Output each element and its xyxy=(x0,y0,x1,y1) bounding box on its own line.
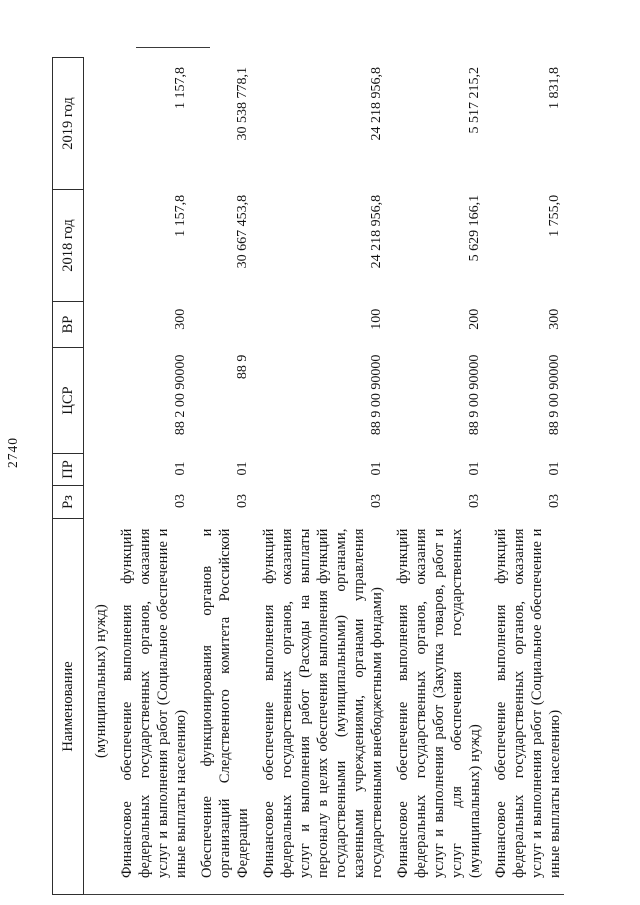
column-header-y2019: 2019 год xyxy=(53,57,83,189)
cell-vr: 200 xyxy=(467,308,482,330)
column-header-csr: ЦСР xyxy=(53,347,83,453)
cell-rz: 03 xyxy=(235,493,250,508)
cell-name: (муниципальных) нужд) xyxy=(93,604,109,758)
cell-name: Финансовое обеспечение выполнения функций федеральных государственных органов, оказания услуг и выполнения работ (Расходы на выплаты персоналу в целях обеспечения выполнения функций государственными (муниципальными) органами, казенными учреждениями, органами управления государственными внебюджетными фондами) xyxy=(261,528,385,878)
cell-name: Финансовое обеспечение выполнения функций федеральных государственных органов, оказания услуг и выполнения работ (Социальное обеспечение и иные выплаты населению) xyxy=(119,528,189,878)
table-body xyxy=(84,57,564,895)
cell-pr: 01 xyxy=(369,461,384,476)
page-number: 2740 xyxy=(5,437,20,468)
cell-y2019: 5 517 215,2 xyxy=(467,67,482,134)
cell-csr: 88 9 00 90000 xyxy=(547,354,562,436)
cell-y2019: 30 538 778,1 xyxy=(235,67,250,141)
column-header-rz: Рз xyxy=(53,485,83,518)
cell-pr: 01 xyxy=(547,461,562,476)
cell-name: Финансовое обеспечение выполнения функций федеральных государственных органов, оказания услуг и выполнения работ (Социальное обеспечение и иные выплаты населению) xyxy=(493,528,563,878)
cell-csr: 88 9 00 90000 xyxy=(467,354,482,436)
cell-y2018: 30 667 453,8 xyxy=(235,194,250,269)
table-header-row xyxy=(52,57,84,895)
cell-name: Обеспечение функционирования органов и организаций Следственного комитета Российской Федерации xyxy=(199,528,251,878)
table-row xyxy=(92,57,110,894)
cell-rz: 03 xyxy=(369,493,384,508)
table-row xyxy=(118,57,190,894)
table-right-border xyxy=(136,47,210,48)
cell-csr: 88 2 00 90000 xyxy=(173,354,188,436)
table-row xyxy=(492,57,564,894)
cell-y2019: 1 831,8 xyxy=(547,67,562,110)
cell-vr: 300 xyxy=(547,308,562,330)
cell-name: Финансовое обеспечение выполнения функций федеральных государственных органов, оказания услуг и выполнения работ (Закупка товаров, работ и услуг для обеспечения государственных (муниципальных) нужд) xyxy=(395,528,483,878)
table-row xyxy=(394,57,484,894)
cell-pr: 01 xyxy=(173,461,188,476)
cell-csr: 88 9 xyxy=(235,354,250,380)
cell-y2018: 1 157,8 xyxy=(173,194,188,237)
cell-y2019: 24 218 956,8 xyxy=(369,67,384,141)
table-row xyxy=(260,57,386,894)
cell-csr: 88 9 00 90000 xyxy=(369,354,384,436)
column-header-y2018: 2018 год xyxy=(53,189,83,301)
cell-vr: 300 xyxy=(173,308,188,330)
cell-rz: 03 xyxy=(173,493,188,508)
cell-y2019: 1 157,8 xyxy=(173,67,188,110)
cell-y2018: 1 755,0 xyxy=(547,194,562,237)
cell-rz: 03 xyxy=(467,493,482,508)
column-header-vr: ВР xyxy=(53,301,83,347)
budget-table xyxy=(52,57,564,895)
column-header-name: Наименование xyxy=(53,518,83,895)
cell-pr: 01 xyxy=(467,461,482,476)
cell-pr: 01 xyxy=(235,461,250,476)
cell-vr: 100 xyxy=(369,308,384,330)
cell-y2018: 24 218 956,8 xyxy=(369,194,384,269)
cell-rz: 03 xyxy=(547,493,562,508)
cell-y2018: 5 629 166,1 xyxy=(467,194,482,262)
column-header-pr: ПР xyxy=(53,453,83,485)
table-row xyxy=(198,57,252,894)
